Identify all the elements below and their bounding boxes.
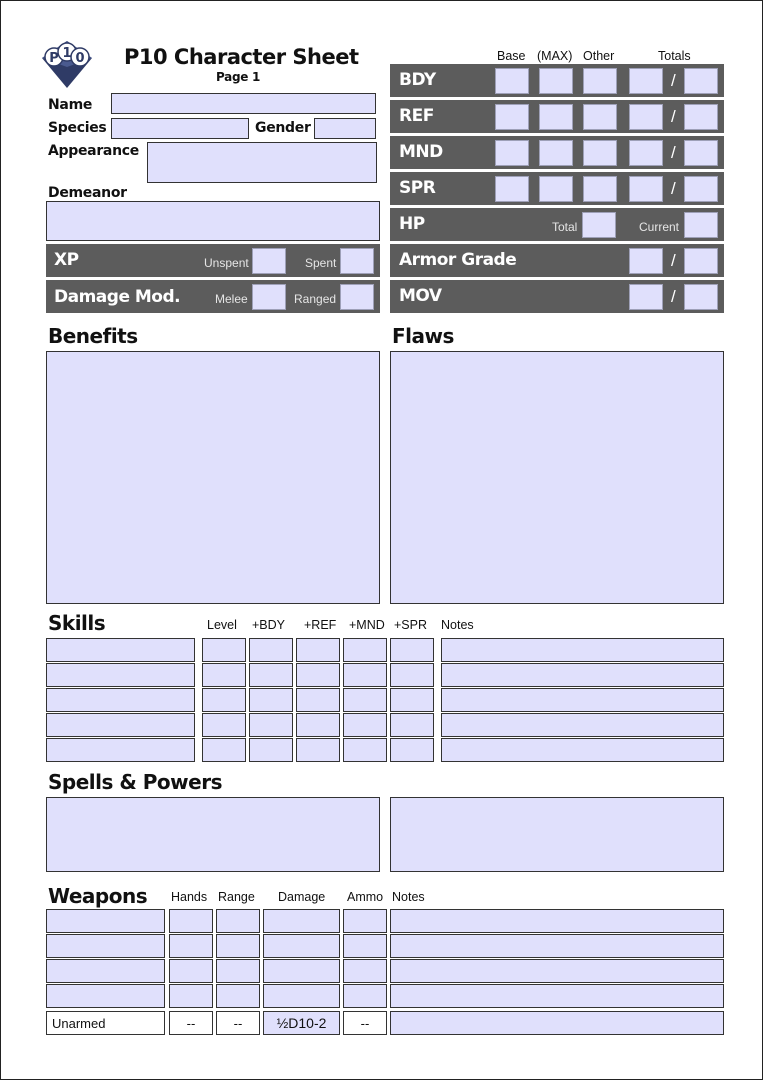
hp-total-field[interactable] <box>582 212 616 238</box>
flaws-field[interactable] <box>390 351 724 604</box>
gender-label: Gender <box>255 120 311 136</box>
skill-row-2-col-2[interactable] <box>249 688 293 712</box>
skill-row-3-col-6[interactable] <box>441 713 724 737</box>
weapon-row-1-col-5[interactable] <box>390 934 724 958</box>
skill-row-0-col-0[interactable] <box>46 638 195 662</box>
melee-label: Melee <box>215 292 248 306</box>
skill-row-4-col-2[interactable] <box>249 738 293 762</box>
skill-row-0-col-4[interactable] <box>343 638 387 662</box>
hp-label: HP <box>399 214 425 234</box>
stat-ref-base-field[interactable] <box>495 104 529 130</box>
armor-field[interactable] <box>629 248 663 274</box>
skill-row-2-col-5[interactable] <box>390 688 434 712</box>
weapon-row-2-col-5[interactable] <box>390 959 724 983</box>
weapon-row-0-col-0[interactable] <box>46 909 165 933</box>
stat-spr-total-b-field[interactable] <box>684 176 718 202</box>
species-label: Species <box>48 120 107 136</box>
weapon-row-0-col-5[interactable] <box>390 909 724 933</box>
benefits-title: Benefits <box>48 324 138 348</box>
species-field[interactable] <box>111 118 249 139</box>
skill-row-1-col-4[interactable] <box>343 663 387 687</box>
weapons-header-4: Notes <box>392 890 425 904</box>
xp-unspent-label: Unspent <box>204 256 249 270</box>
stat-bdy-base-field[interactable] <box>495 68 529 94</box>
skill-row-3-col-5[interactable] <box>390 713 434 737</box>
mov-label: MOV <box>399 286 442 306</box>
unarmed-notes[interactable] <box>390 1011 724 1035</box>
stat-spr-base-field[interactable] <box>495 176 529 202</box>
svg-text:P: P <box>49 51 59 66</box>
weapon-row-0-col-2[interactable] <box>216 909 260 933</box>
skill-row-2-col-0[interactable] <box>46 688 195 712</box>
weapon-row-1-col-2[interactable] <box>216 934 260 958</box>
weapon-row-2-col-1[interactable] <box>169 959 213 983</box>
weapons-header-2: Damage <box>278 890 326 904</box>
spells-field-left[interactable] <box>46 797 380 872</box>
unarmed-ammo[interactable]: -- <box>343 1011 387 1035</box>
skill-row-2-col-4[interactable] <box>343 688 387 712</box>
skill-row-2-col-3[interactable] <box>296 688 340 712</box>
stat-spr-other-field[interactable] <box>583 176 617 202</box>
stat-spr-total-a-field[interactable] <box>629 176 663 202</box>
svg-text:1: 1 <box>62 46 72 61</box>
mov-total-field[interactable] <box>684 284 718 310</box>
weapons-header-3: Ammo <box>347 890 384 904</box>
melee-field[interactable] <box>252 284 286 310</box>
ranged-label: Ranged <box>294 292 337 306</box>
weapon-row-0-col-4[interactable] <box>343 909 387 933</box>
skills-header-0: Level <box>207 618 237 632</box>
skill-row-0-col-1[interactable] <box>202 638 246 662</box>
gender-field[interactable] <box>314 118 376 139</box>
appearance-label: Appearance <box>48 143 139 159</box>
skill-row-1-col-2[interactable] <box>249 663 293 687</box>
skills-header-1: +BDY <box>252 618 286 632</box>
col-base-header: Base <box>497 49 526 63</box>
hp-current-label: Current <box>639 220 680 234</box>
hp-current-field[interactable] <box>684 212 718 238</box>
armor-label: Armor Grade <box>399 250 517 270</box>
skills-title: Skills <box>48 611 106 635</box>
unarmed-range[interactable]: -- <box>216 1011 260 1035</box>
unarmed-damage[interactable]: ½D10-2 <box>263 1011 340 1035</box>
weapon-row-2-col-3[interactable] <box>263 959 340 983</box>
skill-row-4-col-0[interactable] <box>46 738 195 762</box>
weapon-row-2-col-0[interactable] <box>46 959 165 983</box>
weapons-header-1: Range <box>218 890 255 904</box>
stat-mnd-total-b-field[interactable] <box>684 140 718 166</box>
skill-row-3-col-2[interactable] <box>249 713 293 737</box>
xp-label: XP <box>54 250 79 270</box>
damage-mod-label: Damage Mod. <box>54 287 181 307</box>
stat-mnd-base-field[interactable] <box>495 140 529 166</box>
col-other-header: Other <box>583 49 615 63</box>
skill-row-4-col-4[interactable] <box>343 738 387 762</box>
stat-ref-max-field[interactable] <box>539 104 573 130</box>
skill-row-3-col-3[interactable] <box>296 713 340 737</box>
skills-header-2: +REF <box>304 618 337 632</box>
skill-row-1-col-5[interactable] <box>390 663 434 687</box>
skill-row-3-col-0[interactable] <box>46 713 195 737</box>
weapon-row-1-col-4[interactable] <box>343 934 387 958</box>
weapons-header-0: Hands <box>171 890 208 904</box>
skill-row-1-col-1[interactable] <box>202 663 246 687</box>
col-totals-header: Totals <box>658 49 691 63</box>
skills-header-5: Notes <box>441 618 474 632</box>
stat-label-bdy: BDY <box>399 70 436 90</box>
skill-row-0-col-3[interactable] <box>296 638 340 662</box>
spells-field-right[interactable] <box>390 797 724 872</box>
skills-header-3: +MND <box>349 618 385 632</box>
demeanor-label: Demeanor <box>48 185 127 201</box>
page-title: P10 Character Sheet <box>124 45 359 69</box>
weapons-title: Weapons <box>48 884 148 908</box>
unarmed-hands[interactable]: -- <box>169 1011 213 1035</box>
name-label: Name <box>48 97 93 113</box>
skill-row-3-col-4[interactable] <box>343 713 387 737</box>
skill-row-0-col-2[interactable] <box>249 638 293 662</box>
svg-text:0: 0 <box>75 51 85 66</box>
stat-label-spr: SPR <box>399 178 436 198</box>
stat-ref-total-a-field[interactable] <box>629 104 663 130</box>
unarmed-name[interactable]: Unarmed <box>46 1011 165 1035</box>
skill-row-4-col-3[interactable] <box>296 738 340 762</box>
xp-spent-label: Spent <box>305 256 337 270</box>
weapon-row-1-col-3[interactable] <box>263 934 340 958</box>
weapon-row-3-col-4[interactable] <box>343 984 387 1008</box>
stat-mnd-total-a-field[interactable] <box>629 140 663 166</box>
demeanor-field[interactable] <box>46 201 380 241</box>
skill-row-0-col-5[interactable] <box>390 638 434 662</box>
weapon-row-3-col-3[interactable] <box>263 984 340 1008</box>
stat-bdy-other-field[interactable] <box>583 68 617 94</box>
stat-ref-total-b-field[interactable] <box>684 104 718 130</box>
stat-mnd-slash: / <box>671 143 676 162</box>
stat-spr-slash: / <box>671 179 676 198</box>
name-field[interactable] <box>111 93 376 114</box>
xp-unspent-field[interactable] <box>252 248 286 274</box>
armor-total-field[interactable] <box>684 248 718 274</box>
weapon-row-0-col-3[interactable] <box>263 909 340 933</box>
stat-bdy-total-b-field[interactable] <box>684 68 718 94</box>
stat-bdy-max-field[interactable] <box>539 68 573 94</box>
skill-row-3-col-1[interactable] <box>202 713 246 737</box>
skill-row-1-col-6[interactable] <box>441 663 724 687</box>
hp-total-label: Total <box>552 220 578 234</box>
skill-row-2-col-1[interactable] <box>202 688 246 712</box>
weapon-row-2-col-4[interactable] <box>343 959 387 983</box>
stat-bdy-total-a-field[interactable] <box>629 68 663 94</box>
stat-label-ref: REF <box>399 106 434 126</box>
stat-bdy-slash: / <box>671 71 676 90</box>
skills-header-4: +SPR <box>394 618 428 632</box>
weapon-row-1-col-1[interactable] <box>169 934 213 958</box>
skill-row-4-col-1[interactable] <box>202 738 246 762</box>
benefits-field[interactable] <box>46 351 380 604</box>
page-subtitle: Page 1 <box>216 70 261 84</box>
spells-title: Spells & Powers <box>48 770 222 794</box>
appearance-field[interactable] <box>147 142 377 183</box>
d10-die-icon <box>40 40 94 90</box>
mov-field[interactable] <box>629 284 663 310</box>
skill-row-0-col-6[interactable] <box>441 638 724 662</box>
stat-mnd-other-field[interactable] <box>583 140 617 166</box>
weapon-row-1-col-0[interactable] <box>46 934 165 958</box>
col-max-header: (MAX) <box>537 49 573 63</box>
skill-row-4-col-5[interactable] <box>390 738 434 762</box>
stat-ref-other-field[interactable] <box>583 104 617 130</box>
weapon-row-0-col-1[interactable] <box>169 909 213 933</box>
stat-spr-max-field[interactable] <box>539 176 573 202</box>
xp-spent-field[interactable] <box>340 248 374 274</box>
weapon-row-3-col-1[interactable] <box>169 984 213 1008</box>
skill-row-1-col-3[interactable] <box>296 663 340 687</box>
ranged-field[interactable] <box>340 284 374 310</box>
weapon-row-2-col-2[interactable] <box>216 959 260 983</box>
weapon-row-3-col-0[interactable] <box>46 984 165 1008</box>
stat-ref-slash: / <box>671 107 676 126</box>
stat-label-mnd: MND <box>399 142 443 162</box>
weapon-row-3-col-2[interactable] <box>216 984 260 1008</box>
flaws-title: Flaws <box>392 324 454 348</box>
skill-row-1-col-0[interactable] <box>46 663 195 687</box>
weapon-row-3-col-5[interactable] <box>390 984 724 1008</box>
stat-mnd-max-field[interactable] <box>539 140 573 166</box>
skill-row-2-col-6[interactable] <box>441 688 724 712</box>
armor-slash: / <box>671 251 676 270</box>
mov-slash: / <box>671 287 676 306</box>
skill-row-4-col-6[interactable] <box>441 738 724 762</box>
